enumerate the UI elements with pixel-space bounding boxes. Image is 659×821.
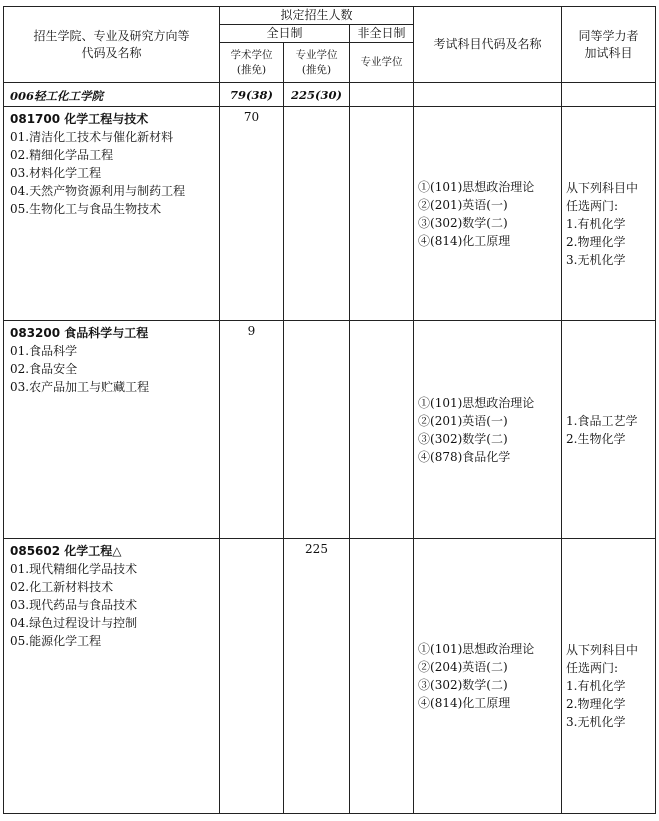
extra-subject: 3.无机化学: [566, 252, 626, 267]
academic-count: 70: [220, 107, 284, 321]
extra-subject: 1.有机化学: [566, 216, 626, 231]
academic-header: 学术学位 (推免): [220, 43, 284, 83]
extra-subject: 2.物理化学: [566, 697, 626, 711]
extra-subject: 2.物理化学: [566, 234, 626, 249]
direction-item: 05.生物化工与食品生物技术: [10, 202, 162, 216]
professional-header: 专业学位 (推免): [284, 43, 350, 83]
parttime-professional-header: 专业学位: [350, 43, 414, 83]
extra-subject: 2.生物化学: [566, 431, 626, 446]
professional-count: [284, 321, 350, 539]
direction-item: 02.化工新材料技术: [10, 580, 114, 594]
direction-item: 03.农产品加工与贮藏工程: [10, 380, 150, 394]
fulltime-header: 全日制: [220, 25, 350, 43]
direction-item: 01.现代精细化学品技术: [10, 562, 138, 576]
college-name-cell: [4, 83, 220, 107]
extra-subjects: [562, 107, 656, 321]
major-cell-085602: [4, 539, 220, 814]
exam-subjects: [414, 321, 562, 539]
exam-subject: ①(101)思想政治理论: [418, 395, 535, 410]
parttime-header: 非全日制: [350, 25, 414, 43]
extra-subject: 1.有机化学: [566, 679, 626, 693]
college-major-header: 招生学院、专业及研究方向等 代码及名称: [4, 7, 220, 83]
direction-item: 01.清洁化工技术与催化新材料: [10, 130, 174, 144]
direction-item: 01.食品科学: [10, 344, 78, 358]
exam-subject: ①(101)思想政治理论: [418, 642, 535, 656]
college-name: 006轻工化工学院: [10, 89, 104, 103]
professional-count: 225: [284, 539, 350, 814]
college-exam-cell: [414, 83, 562, 107]
extra-subject: 任选两门:: [566, 198, 619, 213]
extra-subject: 1.食品工艺学: [566, 413, 638, 428]
exam-subject: ④(814)化工原理: [418, 696, 511, 710]
major-cell-081700: [4, 107, 220, 321]
major-title: 085602 化学工程△: [10, 544, 122, 558]
parttime-count: [350, 107, 414, 321]
parttime-count: [350, 539, 414, 814]
exam-subjects: [414, 107, 562, 321]
direction-item: 05.能源化学工程: [10, 634, 102, 648]
college-parttime-cell: [350, 83, 414, 107]
extra-subjects: [562, 321, 656, 539]
direction-item: 02.食品安全: [10, 362, 78, 376]
academic-count: [220, 539, 284, 814]
exam-subjects: [414, 539, 562, 814]
college-professional-count: 225(30): [291, 88, 342, 102]
direction-item: 04.天然产物资源利用与制药工程: [10, 184, 186, 198]
extra-subject: 3.无机化学: [566, 715, 626, 729]
exam-header: 考试科目代码及名称: [414, 7, 562, 83]
exam-subject: ③(302)数学(二): [418, 678, 508, 692]
exam-subject: ④(814)化工原理: [418, 233, 511, 248]
exam-subject: ②(204)英语(二): [418, 660, 508, 674]
college-extra-cell: [562, 83, 656, 107]
exam-subject: ③(302)数学(二): [418, 215, 508, 230]
college-professional-cell: [284, 83, 350, 107]
exam-subject: ④(878)食品化学: [418, 449, 511, 464]
professional-count: [284, 107, 350, 321]
exam-subject: ①(101)思想政治理论: [418, 179, 535, 194]
extra-subjects: [562, 539, 656, 814]
extra-exam-header: 同等学力者 加试科目: [562, 7, 656, 83]
direction-item: 03.材料化学工程: [10, 166, 102, 180]
extra-subject: 从下列科目中: [566, 643, 639, 657]
exam-subject: ②(201)英语(一): [418, 197, 508, 212]
college-academic-count: 79(38): [230, 88, 273, 102]
exam-subject: ③(302)数学(二): [418, 431, 508, 446]
extra-subject: 任选两门:: [566, 661, 619, 675]
major-title: 081700 化学工程与技术: [10, 112, 149, 126]
parttime-count: [350, 321, 414, 539]
direction-item: 02.精细化学品工程: [10, 148, 114, 162]
plan-header: 拟定招生人数: [220, 7, 414, 25]
academic-count: 9: [220, 321, 284, 539]
major-cell-083200: [4, 321, 220, 539]
major-title: 083200 食品科学与工程: [10, 326, 149, 340]
college-academic-cell: [220, 83, 284, 107]
direction-item: 04.绿色过程设计与控制: [10, 616, 138, 630]
direction-item: 03.现代药品与食品技术: [10, 598, 138, 612]
extra-subject: 从下列科目中: [566, 180, 639, 195]
exam-subject: ②(201)英语(一): [418, 413, 508, 428]
admissions-table: [3, 6, 656, 814]
